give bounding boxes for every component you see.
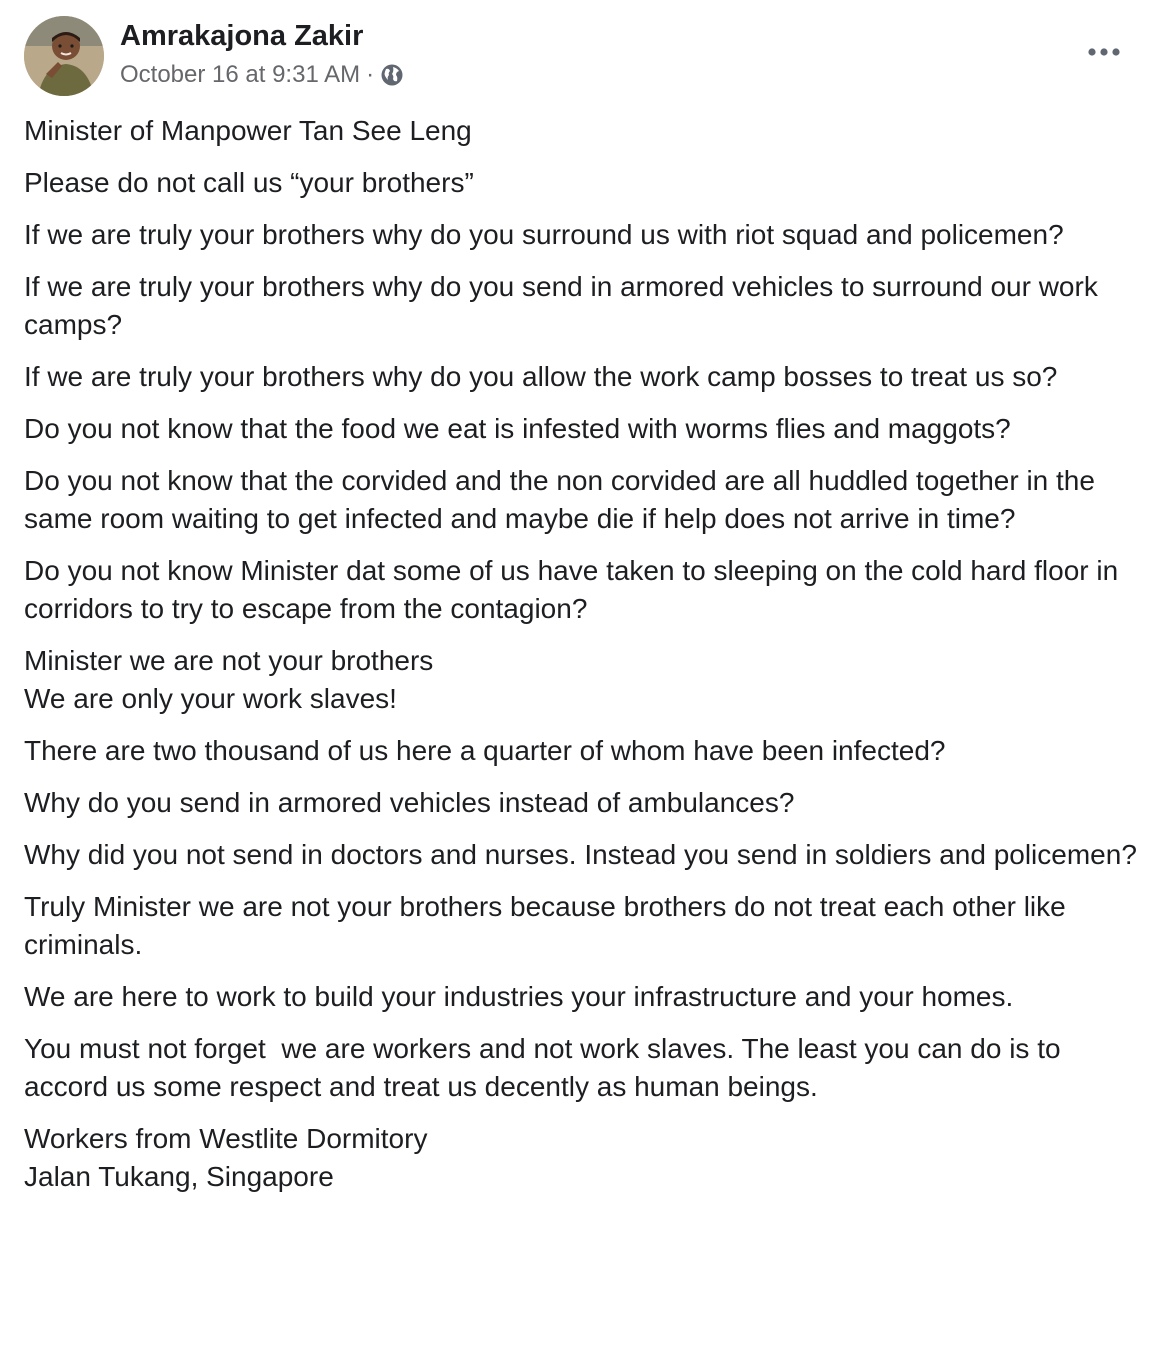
post-paragraph bbox=[24, 112, 1144, 150]
avatar[interactable] bbox=[24, 16, 104, 96]
post-text-line: If we are truly your brothers why do you allow the work camp bosses to treat us so? bbox=[24, 361, 1058, 392]
post-timestamp[interactable]: October 16 at 9:31 AM bbox=[120, 61, 361, 88]
post-paragraph bbox=[24, 784, 1144, 822]
post-paragraph bbox=[24, 358, 1144, 396]
post-paragraph bbox=[24, 888, 1144, 964]
post-text-line: Minister of Manpower Tan See Leng bbox=[24, 115, 472, 146]
post-text-line: Minister we are not your brothers bbox=[24, 645, 434, 676]
post-text-line: Why did you not send in doctors and nurses. Instead you send in soldiers and policemen? bbox=[24, 839, 1137, 870]
post-paragraph bbox=[24, 1030, 1144, 1106]
post-paragraph bbox=[24, 1120, 1144, 1196]
post-body bbox=[24, 112, 1144, 1210]
post-paragraph bbox=[24, 410, 1144, 448]
post-text-line: If we are truly your brothers why do you surround us with riot squad and policemen? bbox=[24, 219, 1064, 250]
post-text-line: There are two thousand of us here a quarter of whom have been infected? bbox=[24, 735, 946, 766]
post-meta bbox=[120, 58, 404, 92]
globe-icon[interactable] bbox=[380, 63, 404, 87]
post-paragraph bbox=[24, 268, 1144, 344]
post-text-line: Do you not know Minister dat some of us have taken to sleeping on the cold hard floor in corridors to try to escape from the contagion? bbox=[24, 555, 1126, 624]
more-options-button[interactable] bbox=[1084, 36, 1124, 68]
author-name[interactable]: Amrakajona Zakir bbox=[120, 20, 364, 52]
post-paragraph bbox=[24, 216, 1144, 254]
post-paragraph bbox=[24, 836, 1144, 874]
more-options-icon bbox=[1086, 47, 1122, 57]
post-text-line: Do you not know that the food we eat is infested with worms flies and maggots? bbox=[24, 413, 1011, 444]
post-paragraph bbox=[24, 732, 1144, 770]
post-text-line: Truly Minister we are not your brothers because brothers do not treat each other like criminals. bbox=[24, 891, 1074, 960]
post-text-line: Please do not call us “your brothers” bbox=[24, 167, 474, 198]
post-text-line: We are here to work to build your industries your infrastructure and your homes. bbox=[24, 981, 1014, 1012]
post-text-line: If we are truly your brothers why do you send in armored vehicles to surround our work camps? bbox=[24, 271, 1106, 340]
post-text-line: Workers from Westlite Dormitory bbox=[24, 1123, 428, 1154]
post-text-line: You must not forget we are workers and not work slaves. The least you can do is to accord us some respect and treat us decently as human beings. bbox=[24, 1033, 1069, 1102]
post-paragraph bbox=[24, 462, 1144, 538]
meta-separator: · bbox=[366, 61, 375, 88]
post-text-line: We are only your work slaves! bbox=[24, 683, 397, 714]
post-text-line: Why do you send in armored vehicles instead of ambulances? bbox=[24, 787, 795, 818]
post-text-line: Jalan Tukang, Singapore bbox=[24, 1161, 334, 1192]
post-text-line: Do you not know that the corvided and the non corvided are all huddled together in the same room waiting to get infected and maybe die if help does not arrive in time? bbox=[24, 465, 1103, 534]
avatar-photo bbox=[24, 16, 104, 96]
post-paragraph bbox=[24, 642, 1144, 718]
post-paragraph bbox=[24, 164, 1144, 202]
post-paragraph bbox=[24, 552, 1144, 628]
post-paragraph bbox=[24, 978, 1144, 1016]
